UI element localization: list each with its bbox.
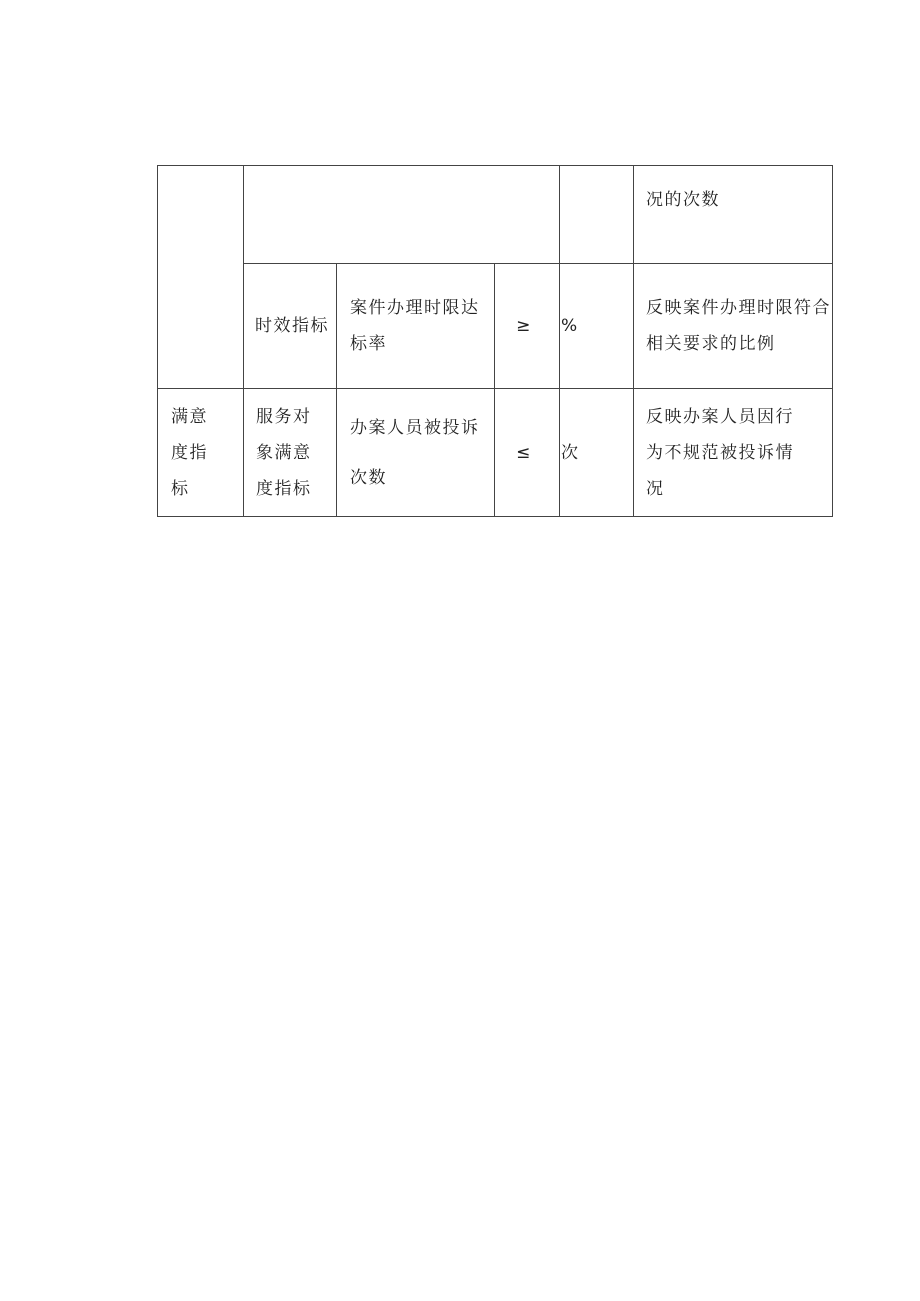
operator-cell: ≥ — [495, 264, 560, 389]
indicator-table — [157, 165, 833, 517]
empty-cell — [244, 166, 560, 264]
unit-cell: % — [560, 264, 634, 389]
table-row — [158, 166, 833, 264]
tertiary-indicator-cell: 案件办理时限达标率 — [337, 264, 495, 389]
description-cell: 反映案件办理时限符合相关要求的比例 — [634, 264, 833, 389]
empty-cell — [560, 166, 634, 264]
table-row — [158, 264, 833, 389]
indicator-table-wrapper — [157, 165, 832, 516]
operator-cell: ≤ — [495, 389, 560, 517]
table-row — [158, 389, 833, 517]
tertiary-indicator-cell: 办案人员被投诉次数 — [337, 389, 495, 517]
description-cell: 反映办案人员因行为不规范被投诉情况 — [634, 389, 833, 517]
unit-cell: 次 — [560, 389, 634, 517]
description-cell: 况的次数 — [634, 166, 833, 264]
secondary-indicator-cell: 时效指标 — [244, 264, 337, 389]
secondary-indicator-cell: 服务对象满意度指标 — [244, 389, 337, 517]
primary-indicator-cell-empty — [158, 166, 244, 389]
primary-indicator-cell: 满意度指标 — [158, 389, 244, 517]
